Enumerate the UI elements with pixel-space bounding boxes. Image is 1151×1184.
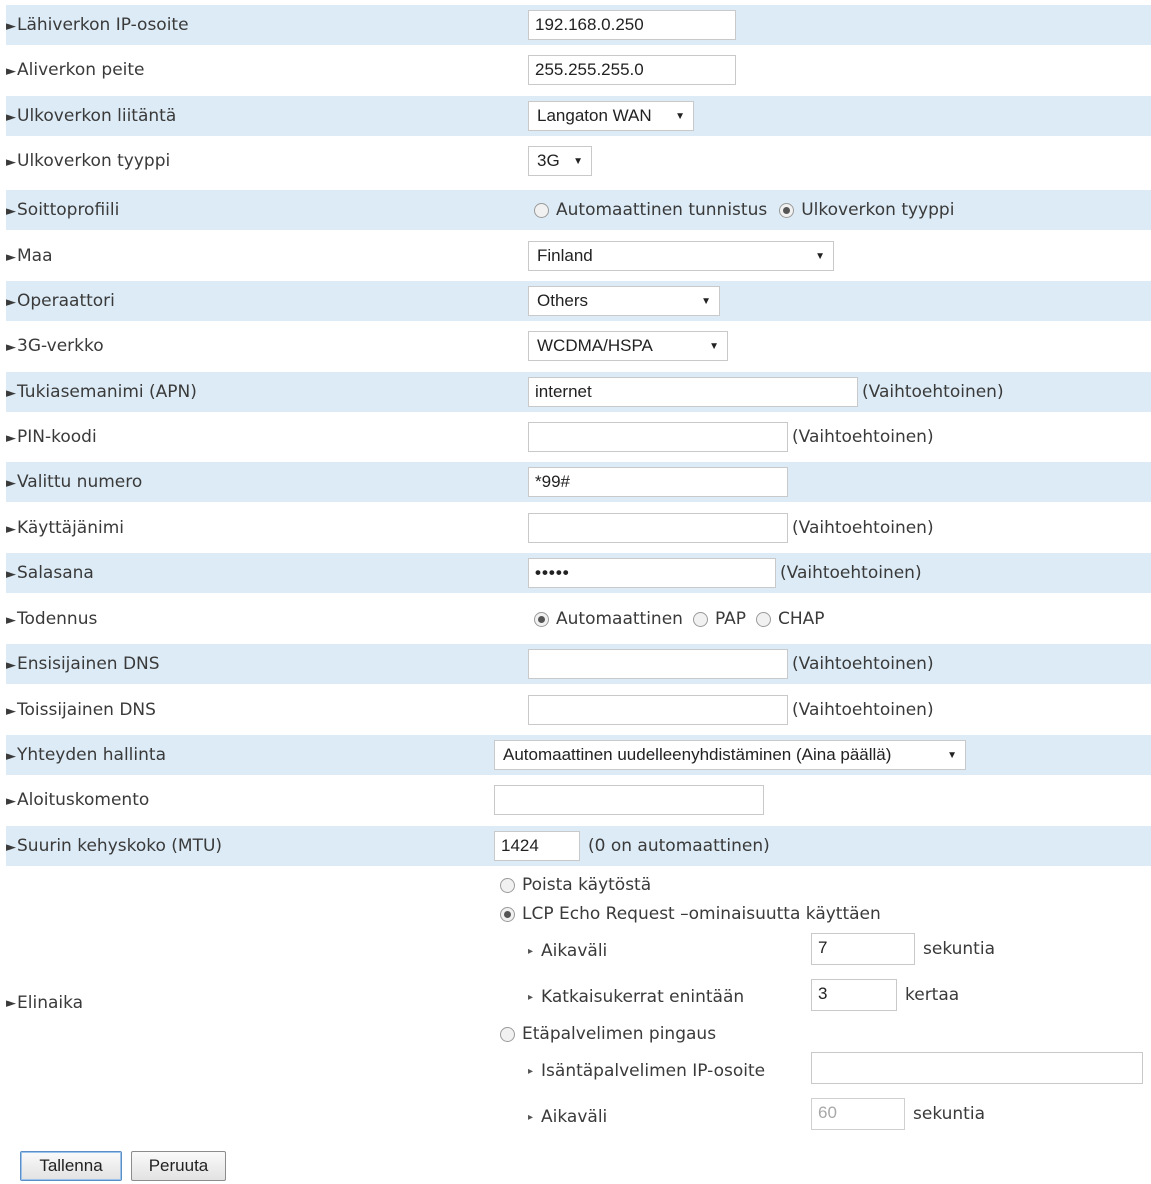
dial-number-label: ►Valittu numero: [6, 472, 143, 492]
save-button[interactable]: Tallenna: [20, 1151, 122, 1181]
mtu-hint: (0 on automaattinen): [588, 836, 770, 856]
network-3g-select[interactable]: WCDMA/HSPA ▼: [528, 331, 728, 361]
row-pin: [6, 417, 1151, 457]
password-hint: (Vaihtoehtoinen): [780, 563, 922, 583]
row-marker-icon: ►: [6, 567, 16, 582]
row-dns2: [6, 690, 1151, 730]
row-dns1: [6, 644, 1151, 684]
row-wan-type: [6, 141, 1151, 181]
username-label: ►Käyttäjänimi: [6, 518, 124, 538]
init-cmd-input[interactable]: [494, 785, 764, 815]
dns2-label: ►Toissijainen DNS: [6, 700, 156, 720]
password-label: ►Salasana: [6, 563, 94, 583]
dial-number-input[interactable]: *99#: [528, 467, 788, 497]
ping-interval-unit: sekuntia: [913, 1104, 985, 1124]
sub-marker-icon: ▸: [528, 991, 534, 1003]
ping-host-input[interactable]: [811, 1052, 1143, 1084]
row-dial-number: [6, 462, 1151, 502]
keepalive-label: ► Elinaika: [6, 993, 84, 1013]
lcp-interval-input[interactable]: 7: [811, 933, 915, 965]
operator-select[interactable]: Others ▼: [528, 286, 720, 316]
mtu-label: ►Suurin kehyskoko (MTU): [6, 836, 223, 856]
lan-ip-label: ►Lähiverkon IP-osoite: [6, 15, 189, 35]
dns1-hint: (Vaihtoehtoinen): [792, 654, 934, 674]
sub-marker-icon: ▸: [528, 1065, 534, 1077]
dns2-input[interactable]: [528, 695, 788, 725]
row-dial-profile: [6, 190, 1151, 230]
wan-interface-select[interactable]: Langaton WAN ▼: [528, 101, 694, 131]
row-subnet: [6, 50, 1151, 90]
keepalive-lcp-option[interactable]: LCP Echo Request –ominaisuutta käyttäen: [500, 901, 881, 927]
chevron-down-icon: ▼: [709, 340, 719, 352]
chevron-down-icon: ▼: [815, 250, 825, 262]
pin-hint: (Vaihtoehtoinen): [792, 427, 934, 447]
auth-auto-option[interactable]: Automaattinen: [534, 609, 683, 629]
lcp-max-fail-label: ▸ Katkaisukerrat enintään: [528, 987, 745, 1007]
dns1-input[interactable]: [528, 649, 788, 679]
dns2-hint: (Vaihtoehtoinen): [792, 700, 934, 720]
ping-interval-field: [811, 1098, 985, 1130]
country-select[interactable]: Finland ▼: [528, 241, 834, 271]
apn-input[interactable]: internet: [528, 377, 858, 407]
radio-selected[interactable]: [534, 612, 549, 627]
auth-label: ►Todennus: [6, 609, 98, 629]
chevron-down-icon: ▼: [701, 295, 711, 307]
row-marker-icon: ►: [6, 204, 16, 219]
row-marker-icon: ►: [6, 749, 16, 764]
row-marker-icon: ►: [6, 386, 16, 401]
row-password: [6, 553, 1151, 593]
pin-input[interactable]: [528, 422, 788, 452]
row-marker-icon: ►: [6, 295, 16, 310]
operator-label: ►Operaattori: [6, 291, 115, 311]
auth-pap-option[interactable]: PAP: [693, 609, 746, 629]
radio-unselected[interactable]: [756, 612, 771, 627]
dns1-label: ►Ensisijainen DNS: [6, 654, 160, 674]
lcp-max-fail-unit: kertaa: [905, 985, 960, 1005]
row-marker-icon: ►: [6, 64, 16, 79]
connection-label: ►Yhteyden hallinta: [6, 745, 166, 765]
row-3g-network: [6, 326, 1151, 366]
row-marker-icon: ►: [6, 794, 16, 809]
pin-label: ►PIN-koodi: [6, 427, 97, 447]
username-input[interactable]: [528, 513, 788, 543]
radio-selected[interactable]: [779, 203, 794, 218]
lcp-interval-label: ▸ Aikaväli: [528, 941, 608, 961]
row-marker-icon: ►: [6, 658, 16, 673]
apn-label: ►Tukiasemanimi (APN): [6, 382, 197, 402]
radio-unselected[interactable]: [693, 612, 708, 627]
chevron-down-icon: ▼: [573, 155, 583, 167]
row-marker-icon: ►: [6, 155, 16, 170]
dial-profile-label: ►Soittoprofiili: [6, 200, 120, 220]
row-marker-icon: ►: [6, 340, 16, 355]
lcp-max-fail-input[interactable]: 3: [811, 979, 897, 1011]
row-marker-icon: ►: [6, 840, 16, 855]
row-connection: [6, 735, 1151, 775]
chevron-down-icon: ▼: [947, 749, 957, 761]
row-country: [6, 236, 1151, 276]
init-cmd-label: ►Aloituskomento: [6, 790, 150, 810]
row-marker-icon: ►: [6, 476, 16, 491]
lan-ip-input[interactable]: 192.168.0.250: [528, 10, 736, 40]
row-operator: [6, 281, 1151, 321]
row-apn: [6, 372, 1151, 412]
row-mtu: [6, 826, 1151, 866]
subnet-input[interactable]: 255.255.255.0: [528, 55, 736, 85]
connection-select[interactable]: Automaattinen uudelleenyhdistäminen (Aina päällä) ▼: [494, 740, 966, 770]
row-lan-ip: [6, 5, 1151, 45]
radio-selected[interactable]: [500, 907, 515, 922]
row-username: [6, 508, 1151, 548]
lcp-max-fail-field: [811, 979, 959, 1011]
ping-interval-label: ▸ Aikaväli: [528, 1107, 608, 1127]
username-hint: (Vaihtoehtoinen): [792, 518, 934, 538]
dial-profile-wan-option[interactable]: Ulkoverkon tyyppi: [779, 200, 954, 220]
password-input[interactable]: •••••: [528, 558, 776, 588]
row-marker-icon: ►: [6, 995, 16, 1011]
lcp-interval-unit: sekuntia: [923, 939, 995, 959]
ping-host-field: [811, 1052, 1143, 1084]
row-marker-icon: ►: [6, 19, 16, 34]
keepalive-disable-option[interactable]: Poista käytöstä: [500, 872, 651, 898]
dial-profile-auto-option[interactable]: Automaattinen tunnistus: [534, 200, 767, 220]
radio-unselected[interactable]: [534, 203, 549, 218]
ping-interval-input[interactable]: 60: [811, 1098, 905, 1130]
row-marker-icon: ►: [6, 613, 16, 628]
keepalive-ping-option[interactable]: Etäpalvelimen pingaus: [500, 1021, 716, 1047]
wan-type-label: ►Ulkoverkon tyyppi: [6, 151, 171, 171]
sub-marker-icon: ▸: [528, 1111, 534, 1123]
apn-hint: (Vaihtoehtoinen): [862, 382, 1004, 402]
row-wan-interface: [6, 96, 1151, 136]
lcp-interval-field: [811, 933, 995, 965]
country-label: ►Maa: [6, 246, 53, 266]
row-marker-icon: ►: [6, 522, 16, 537]
row-marker-icon: ►: [6, 704, 16, 719]
row-init-cmd: [6, 780, 1151, 820]
network-3g-label: ►3G-verkko: [6, 336, 104, 356]
row-marker-icon: ►: [6, 250, 16, 265]
auth-chap-option[interactable]: CHAP: [756, 609, 825, 629]
mtu-input[interactable]: 1424: [494, 831, 580, 861]
row-marker-icon: ►: [6, 431, 16, 446]
cancel-button[interactable]: Peruuta: [131, 1151, 226, 1181]
subnet-label: ►Aliverkon peite: [6, 60, 145, 80]
radio-unselected[interactable]: [500, 878, 515, 893]
row-marker-icon: ►: [6, 110, 16, 125]
wan-type-select[interactable]: 3G ▼: [528, 146, 592, 176]
radio-unselected[interactable]: [500, 1027, 515, 1042]
wan-interface-label: ►Ulkoverkon liitäntä: [6, 106, 177, 126]
row-auth: [6, 599, 1151, 639]
sub-marker-icon: ▸: [528, 945, 534, 957]
ping-host-label: ▸ Isäntäpalvelimen IP-osoite: [528, 1061, 766, 1081]
chevron-down-icon: ▼: [675, 110, 685, 122]
